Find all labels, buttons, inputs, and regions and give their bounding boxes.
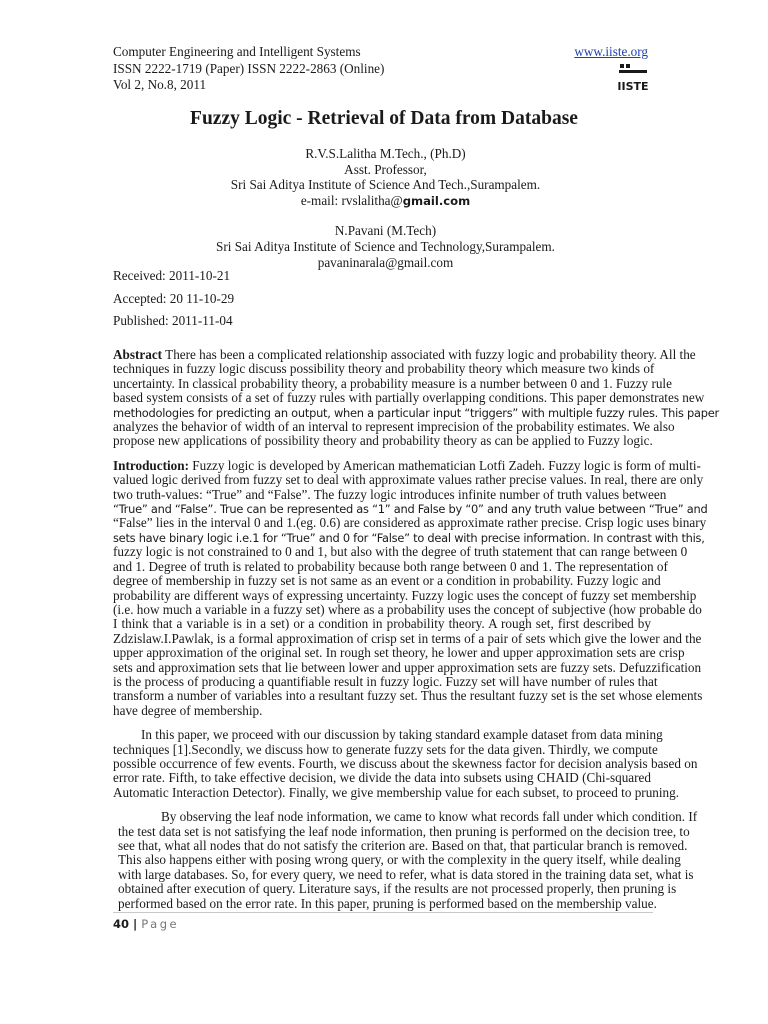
journal-volume: Vol 2, No.8, 2011 xyxy=(113,77,207,93)
published-date: Published: 2011-11-04 xyxy=(113,313,233,329)
abstract-label: Abstract xyxy=(113,347,163,362)
introduction-paragraph: Introduction: Fuzzy logic is developed by American mathematician Lotfi Zadeh. Fuzzy logic is form of multi- valued logic derived from fuzzy set to deal with approximate values rather precise values. In real, there are only two truth-values: “True” and “False”. The fuzzy logic introduces infinite number of truth values between “True” and “False”. True can be represented as “1” and False by “0” and any truth value between “True” and “False” lies in the interval 0 and 1.(eg. 0.6) are considered as approximate rather precise. Crisp logic uses binary sets have binary logic i.e.1 for “True” and 0 for “False” to deal with precise information. In contrast with this, fuzzy logic is not constrained to 0 and 1, but also with the degree of truth statement that can range between 0 and 1. Degree of truth is related to probability because both range between 0 and 1. The representation of degree of membership in fuzzy set is not same as an event or a condition in probability. Fuzzy logic and probability are different ways of expressing uncertainty. Fuzzy logic uses the concept of fuzzy set membership (i.e. how much a variable in a fuzzy set) where as a probability uses the concept of subjective (how probable do I think that a variable is in a set) or a condition in probability theory. A rough set, first described by Zdzislaw.I.Pawlak, is a formal approximation of crisp set in terms of a pair of sets which give the lower and the upper approximation of the original set. In rough set theory, he lower and upper approximation sets are crisp sets and approximation sets that lie between lower and upper approximation sets are fuzzy sets. Defuzzification is the process of producing a quantifiable result in fuzzy logic. Fuzzy set will have number of rules that transform a number of variables into a resultant fuzzy set. Thus the resultant fuzzy set is the set whose elements have degree of membership. xyxy=(113,457,708,718)
author1-name: R.V.S.Lalitha M.Tech., (Ph.D) xyxy=(305,146,466,161)
page-footer xyxy=(113,917,179,931)
pruning-paragraph: By observing the leaf node information, we came to know what records fall under which condition. If the test data set is not satisfying the leaf node information, then pruning is performed on the decision tree, to see that, what all nodes that do not satisfy the criterion are. Based on that, that particular branch is removed. This also happens either with posing wrong query, or with the complexity in the query itself, while dealing with large databases. So, for every query, we need to refer, what is data stored in the training data set, what is obtained after execution of query. Literature says, if the results are not processed properly, then pruning is performed based on the error rate. In this paper, pruning is performed based on the membership value. xyxy=(118,809,698,911)
paper-body xyxy=(113,347,719,921)
author1-email: e-mail: rvslalitha@gmail.com xyxy=(300,192,471,208)
author2-email: pavaninarala@gmail.com xyxy=(317,254,454,270)
iiste-logo xyxy=(617,64,649,92)
page-word: Page xyxy=(141,917,180,931)
footer-rule xyxy=(113,912,653,913)
accepted-date: Accepted: 20 11-10-29 xyxy=(113,290,235,306)
methods-overview-paragraph: In this paper, we proceed with our discussion by taking standard example dataset from data mining techniques [1].Secondly, we discuss how to generate fuzzy sets for the data given. Thirdly, we compute possible occurrence of few events. Fourth, we discuss about the skewness factor for decision analysis based on error rate. Fifth, to take effective decision, we divide the data into subsets using CHAID (Chi-squared Automatic Interaction Detector). Finally, we give membership value for each subset, to proceed to pruning. xyxy=(113,727,698,800)
page-separator: | xyxy=(133,917,138,931)
publication-dates xyxy=(113,268,234,336)
journal-header xyxy=(113,44,648,94)
author1-role: Asst. Professor, xyxy=(344,161,427,177)
page-number: 40 xyxy=(113,917,130,931)
introduction-label: Introduction: xyxy=(113,457,189,473)
author2-name: N.Pavani (M.Tech) xyxy=(334,223,437,239)
abstract-paragraph: Abstract There has been a complicated relationship associated with fuzzy logic and probability theory. All the techniques in fuzzy logic discuss possibility theory and probability theory which measure two kinds of uncertainty. In classical probability theory, a probability measure is a number between 0 and 1. Fuzzy rule based system consists of a set of fuzzy rules with partially overlapping conditions. This paper demonstrates new methodologies for predicting an output, when a particular input “triggers” with multiple fuzzy rules. This paper analyzes the behavior of width of an interval to represent imprecision of the probability estimates. We also propose new applications of possibility theory and probability theory as can be applied to Fuzzy logic. xyxy=(113,347,719,449)
logo-text: IISTE xyxy=(617,80,649,92)
author-block xyxy=(113,146,658,270)
paper-title: Fuzzy Logic - Retrieval of Data from Database xyxy=(190,108,578,129)
journal-url-link[interactable]: www.iiste.org xyxy=(574,44,648,59)
journal-name: Computer Engineering and Intelligent Systems xyxy=(113,44,361,59)
received-date: Received: 2011-10-21 xyxy=(113,268,231,283)
journal-issn: ISSN 2222-1719 (Paper) ISSN 2222-2863 (Online) xyxy=(113,60,385,76)
author2-affiliation: Sri Sai Aditya Institute of Science and Technology,Surampalem. xyxy=(216,238,555,254)
author1-affiliation: Sri Sai Aditya Institute of Science And Tech.,Surampalem. xyxy=(230,177,541,193)
